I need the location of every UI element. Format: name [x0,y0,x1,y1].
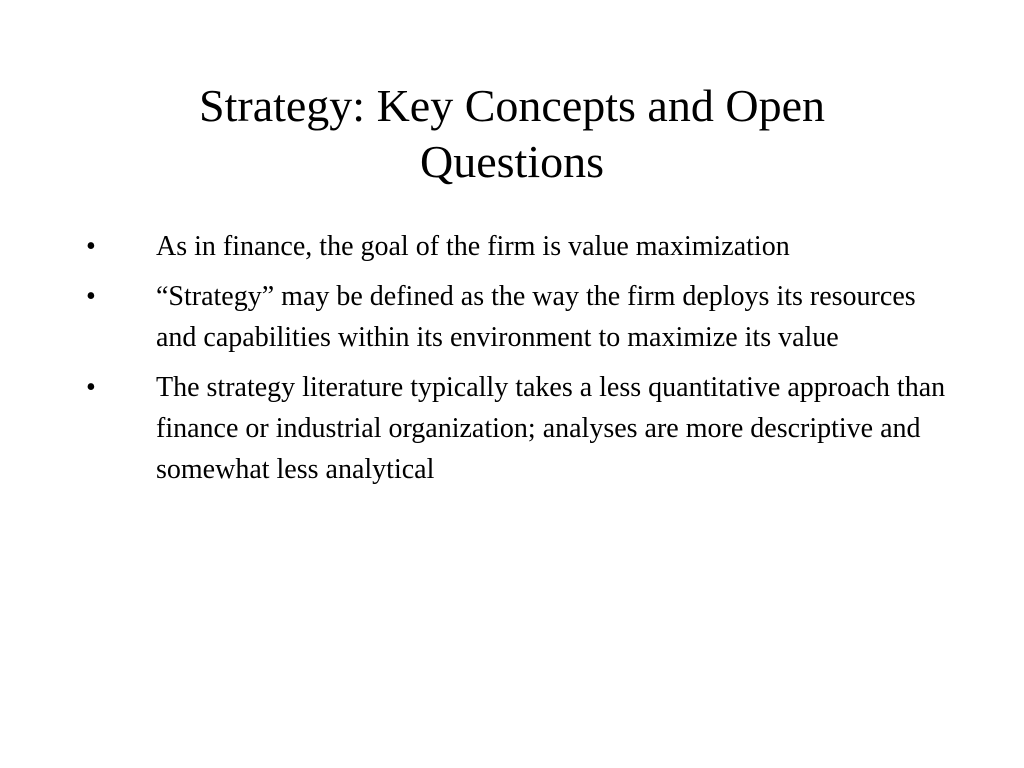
bullet-text: “Strategy” may be defined as the way the firm deploys its resources and capabilities within its environment to maximize its value [156,281,916,353]
bullet-item [86,276,946,358]
slide-title: Strategy: Key Concepts and Open Questions [199,80,825,187]
bullet-icon: • [86,372,96,403]
bullet-text: As in finance, the goal of the firm is value maximization [156,231,790,262]
bullet-icon: • [86,281,96,312]
bullet-item [86,226,946,267]
bullet-icon: • [86,231,96,262]
bullet-list [86,226,946,499]
bullet-text: The strategy literature typically takes a less quantitative approach than finance or industrial organization; analyses are more descriptive and somewhat less analytical [156,372,946,485]
bullet-item [86,367,946,490]
